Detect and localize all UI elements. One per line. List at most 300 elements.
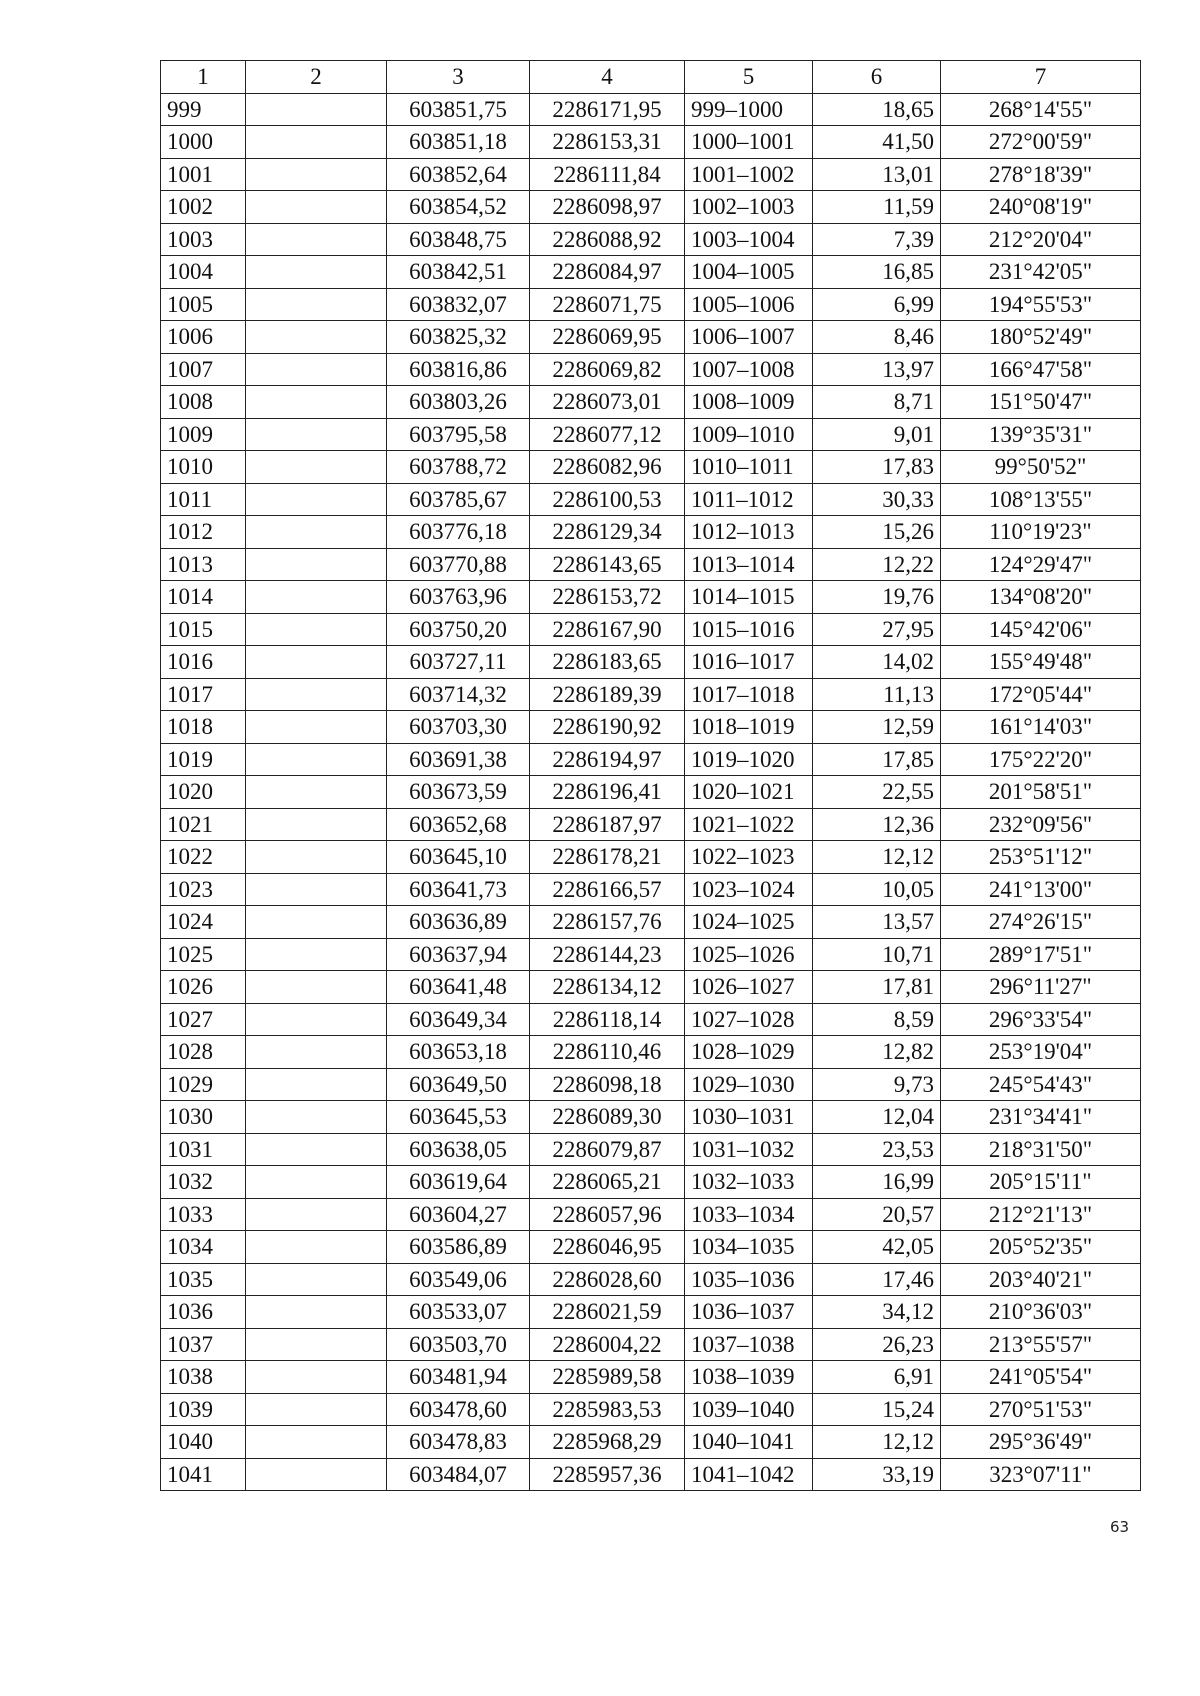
table-row xyxy=(161,906,1141,939)
segment-cell: 1020–1021 xyxy=(685,776,813,809)
bearing-cell: 218°31'50" xyxy=(941,1133,1141,1166)
y-coordinate-cell: 2286196,41 xyxy=(530,776,685,809)
length-cell: 7,39 xyxy=(813,223,941,256)
point-id-cell: 1010 xyxy=(161,451,246,484)
bearing-cell: 201°58'51" xyxy=(941,776,1141,809)
segment-cell: 1038–1039 xyxy=(685,1361,813,1394)
point-id-cell: 1021 xyxy=(161,808,246,841)
table-row xyxy=(161,873,1141,906)
y-coordinate-cell: 2286098,97 xyxy=(530,191,685,224)
y-coordinate-cell: 2286167,90 xyxy=(530,613,685,646)
length-cell: 12,82 xyxy=(813,1036,941,1069)
bearing-cell: 270°51'53" xyxy=(941,1393,1141,1426)
table-row xyxy=(161,256,1141,289)
y-coordinate-cell: 2286194,97 xyxy=(530,743,685,776)
table-row xyxy=(161,288,1141,321)
table-row xyxy=(161,223,1141,256)
point-id-cell: 1035 xyxy=(161,1263,246,1296)
y-coordinate-cell: 2286143,65 xyxy=(530,548,685,581)
length-cell: 6,99 xyxy=(813,288,941,321)
x-coordinate-cell: 603641,73 xyxy=(387,873,530,906)
empty-cell xyxy=(246,1198,387,1231)
segment-cell: 1030–1031 xyxy=(685,1101,813,1134)
page-number: 63 xyxy=(1110,1518,1130,1536)
y-coordinate-cell: 2286082,96 xyxy=(530,451,685,484)
x-coordinate-cell: 603803,26 xyxy=(387,386,530,419)
segment-cell: 1019–1020 xyxy=(685,743,813,776)
length-cell: 10,05 xyxy=(813,873,941,906)
segment-cell: 1035–1036 xyxy=(685,1263,813,1296)
length-cell: 16,99 xyxy=(813,1166,941,1199)
length-cell: 18,65 xyxy=(813,93,941,126)
bearing-cell: 110°19'23" xyxy=(941,516,1141,549)
x-coordinate-cell: 603586,89 xyxy=(387,1231,530,1264)
table-row xyxy=(161,646,1141,679)
empty-cell xyxy=(246,873,387,906)
y-coordinate-cell: 2286046,95 xyxy=(530,1231,685,1264)
length-cell: 16,85 xyxy=(813,256,941,289)
point-id-cell: 1037 xyxy=(161,1328,246,1361)
length-cell: 8,59 xyxy=(813,1003,941,1036)
empty-cell xyxy=(246,938,387,971)
segment-cell: 1026–1027 xyxy=(685,971,813,1004)
table-row xyxy=(161,191,1141,224)
length-cell: 22,55 xyxy=(813,776,941,809)
point-id-cell: 1005 xyxy=(161,288,246,321)
y-coordinate-cell: 2286153,72 xyxy=(530,581,685,614)
bearing-cell: 323°07'11" xyxy=(941,1458,1141,1491)
column-header: 6 xyxy=(813,61,941,94)
x-coordinate-cell: 603795,58 xyxy=(387,418,530,451)
segment-cell: 1033–1034 xyxy=(685,1198,813,1231)
bearing-cell: 124°29'47" xyxy=(941,548,1141,581)
table-row xyxy=(161,93,1141,126)
empty-cell xyxy=(246,1101,387,1134)
length-cell: 6,91 xyxy=(813,1361,941,1394)
length-cell: 10,71 xyxy=(813,938,941,971)
segment-cell: 1037–1038 xyxy=(685,1328,813,1361)
point-id-cell: 1022 xyxy=(161,841,246,874)
point-id-cell: 1038 xyxy=(161,1361,246,1394)
point-id-cell: 1031 xyxy=(161,1133,246,1166)
empty-cell xyxy=(246,1426,387,1459)
point-id-cell: 1033 xyxy=(161,1198,246,1231)
length-cell: 9,73 xyxy=(813,1068,941,1101)
table-row xyxy=(161,451,1141,484)
column-header: 2 xyxy=(246,61,387,94)
y-coordinate-cell: 2286171,95 xyxy=(530,93,685,126)
table-row xyxy=(161,1198,1141,1231)
length-cell: 42,05 xyxy=(813,1231,941,1264)
table-row xyxy=(161,711,1141,744)
empty-cell xyxy=(246,516,387,549)
empty-cell xyxy=(246,1361,387,1394)
x-coordinate-cell: 603481,94 xyxy=(387,1361,530,1394)
table-row xyxy=(161,1068,1141,1101)
point-id-cell: 1006 xyxy=(161,321,246,354)
point-id-cell: 1028 xyxy=(161,1036,246,1069)
table-row xyxy=(161,1296,1141,1329)
segment-cell: 1012–1013 xyxy=(685,516,813,549)
x-coordinate-cell: 603533,07 xyxy=(387,1296,530,1329)
segment-cell: 1016–1017 xyxy=(685,646,813,679)
segment-cell: 1002–1003 xyxy=(685,191,813,224)
x-coordinate-cell: 603478,83 xyxy=(387,1426,530,1459)
bearing-cell: 232°09'56" xyxy=(941,808,1141,841)
table-row xyxy=(161,126,1141,159)
empty-cell xyxy=(246,418,387,451)
point-id-cell: 1027 xyxy=(161,1003,246,1036)
length-cell: 8,46 xyxy=(813,321,941,354)
bearing-cell: 253°51'12" xyxy=(941,841,1141,874)
empty-cell xyxy=(246,1231,387,1264)
point-id-cell: 1008 xyxy=(161,386,246,419)
empty-cell xyxy=(246,1263,387,1296)
table-row xyxy=(161,808,1141,841)
bearing-cell: 268°14'55" xyxy=(941,93,1141,126)
length-cell: 17,85 xyxy=(813,743,941,776)
empty-cell xyxy=(246,1036,387,1069)
point-id-cell: 1007 xyxy=(161,353,246,386)
y-coordinate-cell: 2286183,65 xyxy=(530,646,685,679)
y-coordinate-cell: 2285983,53 xyxy=(530,1393,685,1426)
table-row xyxy=(161,776,1141,809)
x-coordinate-cell: 603714,32 xyxy=(387,678,530,711)
y-coordinate-cell: 2286021,59 xyxy=(530,1296,685,1329)
y-coordinate-cell: 2286187,97 xyxy=(530,808,685,841)
y-coordinate-cell: 2286134,12 xyxy=(530,971,685,1004)
x-coordinate-cell: 603851,18 xyxy=(387,126,530,159)
x-coordinate-cell: 603619,64 xyxy=(387,1166,530,1199)
y-coordinate-cell: 2286166,57 xyxy=(530,873,685,906)
bearing-cell: 205°15'11" xyxy=(941,1166,1141,1199)
segment-cell: 1028–1029 xyxy=(685,1036,813,1069)
bearing-cell: 161°14'03" xyxy=(941,711,1141,744)
segment-cell: 1034–1035 xyxy=(685,1231,813,1264)
x-coordinate-cell: 603750,20 xyxy=(387,613,530,646)
x-coordinate-cell: 603703,30 xyxy=(387,711,530,744)
x-coordinate-cell: 603785,67 xyxy=(387,483,530,516)
length-cell: 12,59 xyxy=(813,711,941,744)
length-cell: 23,53 xyxy=(813,1133,941,1166)
point-id-cell: 1002 xyxy=(161,191,246,224)
length-cell: 12,12 xyxy=(813,1426,941,1459)
x-coordinate-cell: 603638,05 xyxy=(387,1133,530,1166)
empty-cell xyxy=(246,581,387,614)
y-coordinate-cell: 2286189,39 xyxy=(530,678,685,711)
segment-cell: 1003–1004 xyxy=(685,223,813,256)
empty-cell xyxy=(246,93,387,126)
x-coordinate-cell: 603816,86 xyxy=(387,353,530,386)
x-coordinate-cell: 603649,50 xyxy=(387,1068,530,1101)
length-cell: 19,76 xyxy=(813,581,941,614)
segment-cell: 1004–1005 xyxy=(685,256,813,289)
segment-cell: 1025–1026 xyxy=(685,938,813,971)
segment-cell: 1024–1025 xyxy=(685,906,813,939)
table-row xyxy=(161,1263,1141,1296)
empty-cell xyxy=(246,678,387,711)
empty-cell xyxy=(246,906,387,939)
empty-cell xyxy=(246,711,387,744)
x-coordinate-cell: 603652,68 xyxy=(387,808,530,841)
table-row xyxy=(161,743,1141,776)
segment-cell: 1036–1037 xyxy=(685,1296,813,1329)
empty-cell xyxy=(246,1068,387,1101)
table-row xyxy=(161,841,1141,874)
point-id-cell: 1036 xyxy=(161,1296,246,1329)
segment-cell: 1027–1028 xyxy=(685,1003,813,1036)
bearing-cell: 295°36'49" xyxy=(941,1426,1141,1459)
point-id-cell: 1009 xyxy=(161,418,246,451)
empty-cell xyxy=(246,126,387,159)
y-coordinate-cell: 2286069,82 xyxy=(530,353,685,386)
y-coordinate-cell: 2286111,84 xyxy=(530,158,685,191)
length-cell: 17,46 xyxy=(813,1263,941,1296)
segment-cell: 1040–1041 xyxy=(685,1426,813,1459)
y-coordinate-cell: 2286079,87 xyxy=(530,1133,685,1166)
y-coordinate-cell: 2286028,60 xyxy=(530,1263,685,1296)
point-id-cell: 1030 xyxy=(161,1101,246,1134)
bearing-cell: 194°55'53" xyxy=(941,288,1141,321)
x-coordinate-cell: 603645,53 xyxy=(387,1101,530,1134)
segment-cell: 1013–1014 xyxy=(685,548,813,581)
point-id-cell: 1039 xyxy=(161,1393,246,1426)
bearing-cell: 241°05'54" xyxy=(941,1361,1141,1394)
y-coordinate-cell: 2286110,46 xyxy=(530,1036,685,1069)
point-id-cell: 1016 xyxy=(161,646,246,679)
length-cell: 41,50 xyxy=(813,126,941,159)
y-coordinate-cell: 2286157,76 xyxy=(530,906,685,939)
point-id-cell: 1012 xyxy=(161,516,246,549)
empty-cell xyxy=(246,1003,387,1036)
x-coordinate-cell: 603851,75 xyxy=(387,93,530,126)
empty-cell xyxy=(246,256,387,289)
table-body xyxy=(161,93,1141,1491)
length-cell: 12,04 xyxy=(813,1101,941,1134)
y-coordinate-cell: 2286118,14 xyxy=(530,1003,685,1036)
bearing-cell: 108°13'55" xyxy=(941,483,1141,516)
point-id-cell: 1023 xyxy=(161,873,246,906)
y-coordinate-cell: 2286084,97 xyxy=(530,256,685,289)
bearing-cell: 180°52'49" xyxy=(941,321,1141,354)
segment-cell: 1039–1040 xyxy=(685,1393,813,1426)
length-cell: 17,81 xyxy=(813,971,941,1004)
bearing-cell: 166°47'58" xyxy=(941,353,1141,386)
table-row xyxy=(161,158,1141,191)
y-coordinate-cell: 2286129,34 xyxy=(530,516,685,549)
segment-cell: 1014–1015 xyxy=(685,581,813,614)
segment-cell: 1021–1022 xyxy=(685,808,813,841)
column-header: 4 xyxy=(530,61,685,94)
bearing-cell: 203°40'21" xyxy=(941,1263,1141,1296)
point-id-cell: 999 xyxy=(161,93,246,126)
length-cell: 14,02 xyxy=(813,646,941,679)
point-id-cell: 1025 xyxy=(161,938,246,971)
table-row xyxy=(161,353,1141,386)
table-row xyxy=(161,1458,1141,1491)
point-id-cell: 1029 xyxy=(161,1068,246,1101)
x-coordinate-cell: 603645,10 xyxy=(387,841,530,874)
x-coordinate-cell: 603549,06 xyxy=(387,1263,530,1296)
y-coordinate-cell: 2286089,30 xyxy=(530,1101,685,1134)
empty-cell xyxy=(246,808,387,841)
segment-cell: 1032–1033 xyxy=(685,1166,813,1199)
bearing-cell: 212°21'13" xyxy=(941,1198,1141,1231)
column-header: 5 xyxy=(685,61,813,94)
empty-cell xyxy=(246,483,387,516)
x-coordinate-cell: 603842,51 xyxy=(387,256,530,289)
x-coordinate-cell: 603484,07 xyxy=(387,1458,530,1491)
bearing-cell: 134°08'20" xyxy=(941,581,1141,614)
y-coordinate-cell: 2286065,21 xyxy=(530,1166,685,1199)
table-row xyxy=(161,1361,1141,1394)
length-cell: 8,71 xyxy=(813,386,941,419)
point-id-cell: 1004 xyxy=(161,256,246,289)
column-header: 7 xyxy=(941,61,1141,94)
point-id-cell: 1014 xyxy=(161,581,246,614)
length-cell: 13,01 xyxy=(813,158,941,191)
bearing-cell: 151°50'47" xyxy=(941,386,1141,419)
empty-cell xyxy=(246,451,387,484)
empty-cell xyxy=(246,841,387,874)
y-coordinate-cell: 2286144,23 xyxy=(530,938,685,971)
segment-cell: 1005–1006 xyxy=(685,288,813,321)
empty-cell xyxy=(246,386,387,419)
segment-cell: 1031–1032 xyxy=(685,1133,813,1166)
bearing-cell: 145°42'06" xyxy=(941,613,1141,646)
segment-cell: 1011–1012 xyxy=(685,483,813,516)
point-id-cell: 1015 xyxy=(161,613,246,646)
point-id-cell: 1024 xyxy=(161,906,246,939)
point-id-cell: 1001 xyxy=(161,158,246,191)
x-coordinate-cell: 603727,11 xyxy=(387,646,530,679)
bearing-cell: 253°19'04" xyxy=(941,1036,1141,1069)
bearing-cell: 139°35'31" xyxy=(941,418,1141,451)
bearing-cell: 245°54'43" xyxy=(941,1068,1141,1101)
empty-cell xyxy=(246,646,387,679)
length-cell: 12,12 xyxy=(813,841,941,874)
length-cell: 33,19 xyxy=(813,1458,941,1491)
point-id-cell: 1013 xyxy=(161,548,246,581)
empty-cell xyxy=(246,743,387,776)
empty-cell xyxy=(246,288,387,321)
table-row xyxy=(161,1133,1141,1166)
point-id-cell: 1003 xyxy=(161,223,246,256)
empty-cell xyxy=(246,1393,387,1426)
y-coordinate-cell: 2286190,92 xyxy=(530,711,685,744)
point-id-cell: 1019 xyxy=(161,743,246,776)
length-cell: 27,95 xyxy=(813,613,941,646)
length-cell: 15,26 xyxy=(813,516,941,549)
table-row xyxy=(161,418,1141,451)
point-id-cell: 1000 xyxy=(161,126,246,159)
point-id-cell: 1026 xyxy=(161,971,246,1004)
table-row xyxy=(161,678,1141,711)
x-coordinate-cell: 603776,18 xyxy=(387,516,530,549)
x-coordinate-cell: 603825,32 xyxy=(387,321,530,354)
empty-cell xyxy=(246,1133,387,1166)
bearing-cell: 240°08'19" xyxy=(941,191,1141,224)
empty-cell xyxy=(246,613,387,646)
table-row xyxy=(161,516,1141,549)
bearing-cell: 205°52'35" xyxy=(941,1231,1141,1264)
empty-cell xyxy=(246,1166,387,1199)
bearing-cell: 175°22'20" xyxy=(941,743,1141,776)
empty-cell xyxy=(246,223,387,256)
x-coordinate-cell: 603854,52 xyxy=(387,191,530,224)
x-coordinate-cell: 603788,72 xyxy=(387,451,530,484)
length-cell: 11,59 xyxy=(813,191,941,224)
x-coordinate-cell: 603604,27 xyxy=(387,1198,530,1231)
y-coordinate-cell: 2285968,29 xyxy=(530,1426,685,1459)
segment-cell: 1001–1002 xyxy=(685,158,813,191)
bearing-cell: 241°13'00" xyxy=(941,873,1141,906)
table-row xyxy=(161,1166,1141,1199)
point-id-cell: 1041 xyxy=(161,1458,246,1491)
empty-cell xyxy=(246,321,387,354)
table-row xyxy=(161,548,1141,581)
bearing-cell: 231°42'05" xyxy=(941,256,1141,289)
x-coordinate-cell: 603637,94 xyxy=(387,938,530,971)
y-coordinate-cell: 2285989,58 xyxy=(530,1361,685,1394)
bearing-cell: 296°33'54" xyxy=(941,1003,1141,1036)
y-coordinate-cell: 2286069,95 xyxy=(530,321,685,354)
x-coordinate-cell: 603503,70 xyxy=(387,1328,530,1361)
segment-cell: 1023–1024 xyxy=(685,873,813,906)
segment-cell: 1041–1042 xyxy=(685,1458,813,1491)
bearing-cell: 296°11'27" xyxy=(941,971,1141,1004)
x-coordinate-cell: 603641,48 xyxy=(387,971,530,1004)
empty-cell xyxy=(246,158,387,191)
x-coordinate-cell: 603649,34 xyxy=(387,1003,530,1036)
bearing-cell: 172°05'44" xyxy=(941,678,1141,711)
y-coordinate-cell: 2286057,96 xyxy=(530,1198,685,1231)
empty-cell xyxy=(246,1458,387,1491)
table-row xyxy=(161,1426,1141,1459)
y-coordinate-cell: 2286004,22 xyxy=(530,1328,685,1361)
length-cell: 26,23 xyxy=(813,1328,941,1361)
length-cell: 17,83 xyxy=(813,451,941,484)
bearing-cell: 272°00'59" xyxy=(941,126,1141,159)
y-coordinate-cell: 2286100,53 xyxy=(530,483,685,516)
length-cell: 9,01 xyxy=(813,418,941,451)
point-id-cell: 1032 xyxy=(161,1166,246,1199)
length-cell: 34,12 xyxy=(813,1296,941,1329)
x-coordinate-cell: 603770,88 xyxy=(387,548,530,581)
y-coordinate-cell: 2286088,92 xyxy=(530,223,685,256)
length-cell: 20,57 xyxy=(813,1198,941,1231)
point-id-cell: 1011 xyxy=(161,483,246,516)
empty-cell xyxy=(246,548,387,581)
empty-cell xyxy=(246,353,387,386)
y-coordinate-cell: 2286098,18 xyxy=(530,1068,685,1101)
segment-cell: 1009–1010 xyxy=(685,418,813,451)
x-coordinate-cell: 603653,18 xyxy=(387,1036,530,1069)
table-row xyxy=(161,1393,1141,1426)
empty-cell xyxy=(246,776,387,809)
bearing-cell: 213°55'57" xyxy=(941,1328,1141,1361)
bearing-cell: 274°26'15" xyxy=(941,906,1141,939)
y-coordinate-cell: 2285957,36 xyxy=(530,1458,685,1491)
y-coordinate-cell: 2286153,31 xyxy=(530,126,685,159)
length-cell: 13,97 xyxy=(813,353,941,386)
segment-cell: 1015–1016 xyxy=(685,613,813,646)
empty-cell xyxy=(246,1296,387,1329)
table-row xyxy=(161,321,1141,354)
segment-cell: 1000–1001 xyxy=(685,126,813,159)
segment-cell: 1029–1030 xyxy=(685,1068,813,1101)
y-coordinate-cell: 2286077,12 xyxy=(530,418,685,451)
